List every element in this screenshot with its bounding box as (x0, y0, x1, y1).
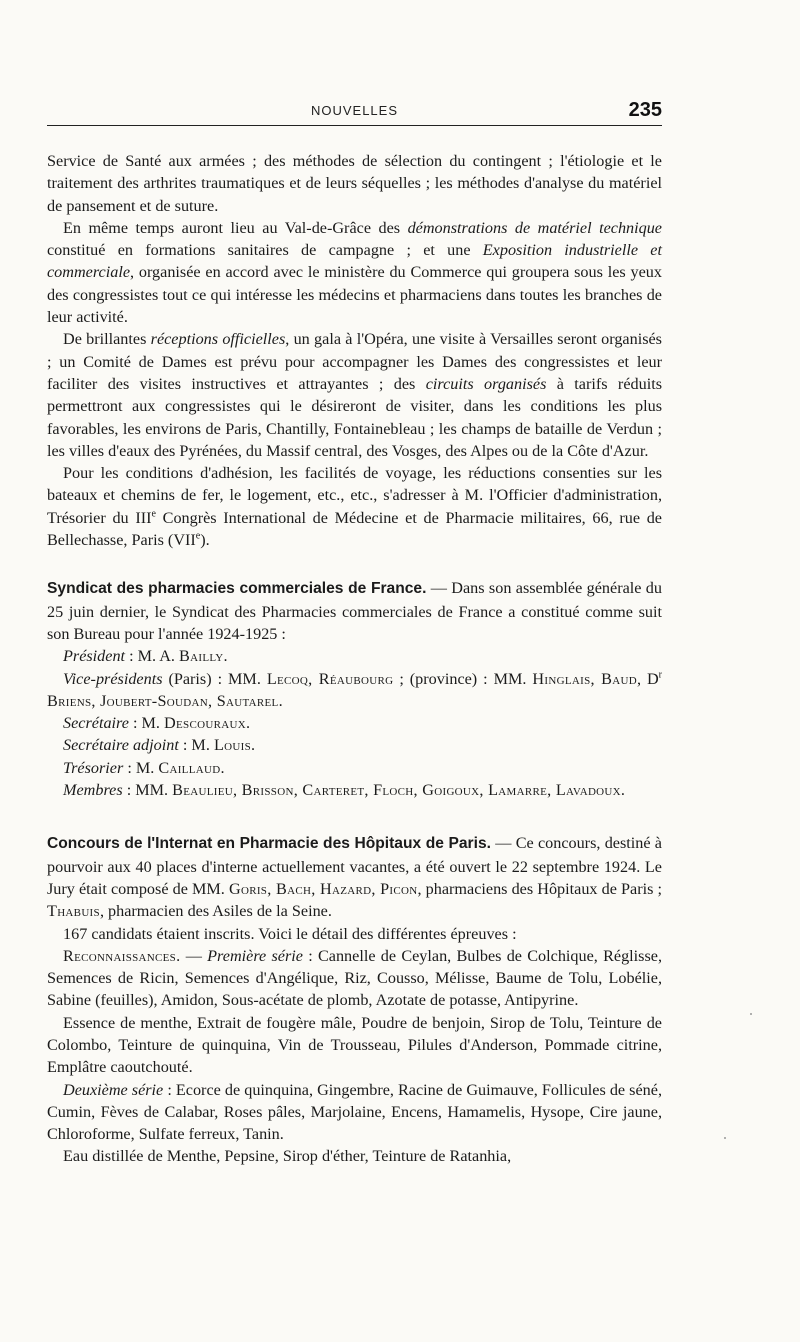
paragraph-text: Congrès International de Médecine et de Pharmacie militaires, 66, rue de Bellechasse, Paris (VII (47, 508, 662, 550)
paragraph (47, 923, 662, 945)
role-label: Secrétaire (63, 714, 129, 733)
paragraph-text: : Ecorce de quinquina, Gingembre, Racine de Guimauve, Follicules de séné, Cumin, Fèves de Calabar, Roses pâles, Marjolaine, Encens, Hamamelis, Hysope, Cire jaune, Chloroforme, Sulfate ferreux, Tanin. (47, 1080, 662, 1144)
role-label: Membres (63, 781, 123, 800)
paragraph (47, 462, 662, 551)
role-vice-presidents (47, 668, 662, 713)
separator: — (180, 946, 208, 965)
section-heading: Syndicat des pharmacies commerciales de France. (47, 580, 427, 598)
paragraph (47, 1145, 662, 1167)
separator: : M. A. (125, 647, 180, 666)
person-name: Thabuis (47, 902, 100, 921)
punctuation: . (251, 736, 256, 755)
paragraph-text: Service de Santé aux armées ; des méthodes de sélection du contingent ; l'étiologie et le traitement des arthrites traumatiques et de leurs séquelles ; les méthodes d'analyse du matériel de pansement et de suture. (47, 152, 662, 215)
punctuation: . (620, 781, 625, 800)
paragraph-text: , organisée en accord avec le ministère du Commerce qui groupera sous les yeux des congressistes tout ce qui intéresse les médecins et pharmaciens dans toutes les branches de leur activité. (47, 263, 662, 327)
punctuation: . (223, 647, 228, 666)
punctuation: . (278, 691, 283, 710)
paragraph (47, 1012, 662, 1079)
section-gap (47, 801, 662, 832)
paragraph (47, 217, 662, 328)
paragraph-text: constitué en formations sanitaires de campagne ; et une (47, 241, 483, 260)
paragraph (47, 328, 662, 462)
person-name: Beaulieu, Brisson, Carteret, Floch, Goigoux, Lamarre, Lavadoux (172, 781, 621, 800)
paragraph-text: ; (province) : MM. (393, 669, 533, 688)
emphasis: démonstrations de matériel technique (407, 218, 662, 237)
paragraph-text: ). (200, 531, 210, 550)
section-heading: Concours de l'Internat en Pharmacie des Hôpitaux de Paris. (47, 835, 491, 853)
running-head: NOUVELLES (310, 103, 399, 118)
paragraph-text: 167 candidats étaient inscrits. Voici le détail des différentes épreuves : (63, 924, 517, 943)
paragraph-text: Eau distillée de Menthe, Pepsine, Sirop d'éther, Teinture de Ratanhia, (63, 1147, 512, 1166)
paragraph-text: En même temps auront lieu au Val-de-Grâce des (63, 218, 408, 237)
separator: : M. (128, 714, 165, 733)
person-name: Bailly (179, 647, 224, 666)
punctuation: . (245, 714, 250, 733)
paragraph-text: : Cannelle de Ceylan, Bulbes de Colchique, Réglisse, Semences de Ricin, Semences d'Angélique, Riz, Cousso, Mélisse, Baume de Tolu, Lobélie, Sabine (feuilles), Amidon, Sous-acétate de plomb, Azotate de potasse, Antipyrine. (47, 946, 663, 1010)
person-name: Hinglais, Baud (532, 669, 637, 688)
paragraph-text: De brillantes (63, 330, 151, 349)
role-label: Président (63, 647, 126, 666)
superscript: e (151, 508, 156, 520)
paragraph-text: (Paris) : MM. (162, 669, 267, 688)
article-body (47, 150, 662, 1168)
role-label: Secrétaire adjoint (63, 736, 179, 755)
role-membres (47, 779, 662, 801)
person-name: Descouraux (164, 714, 246, 733)
paragraph (47, 945, 662, 1012)
person-name: Briens, Joubert-Soudan, Sautarel (47, 691, 279, 710)
emphasis: circuits organisés (425, 374, 547, 393)
emphasis: Exposition industrielle et commerciale (47, 241, 662, 282)
separator: : M. (123, 758, 159, 777)
paragraph (47, 1079, 662, 1146)
role-president (47, 645, 662, 667)
concours-paragraph (47, 832, 662, 922)
role-label: Trésorier (63, 758, 124, 777)
person-name: Louis (213, 736, 251, 755)
role-label: Vice-présidents (63, 669, 163, 688)
role-tresorier (47, 757, 662, 779)
scan-speck (724, 1137, 726, 1139)
paragraph (47, 150, 662, 217)
subsection-label: Reconnaissances. (63, 946, 181, 965)
role-secretaire (47, 712, 662, 734)
superscript: e (195, 530, 201, 542)
person-name: Goris, Bach, Hazard, Picon (228, 879, 418, 898)
separator: : M. (178, 736, 214, 755)
paragraph-text: , D (636, 669, 659, 688)
series-label: Première série (207, 946, 303, 965)
paragraph-text: , un gala à l'Opéra, une visite à Versailles seront organisés ; un Comité de Dames est prévu pour accompagner les Dames des congressistes et leur faciliter des visites instructives et attrayantes ; des (47, 330, 662, 393)
person-name: Lecoq, Réaubourg (266, 669, 394, 688)
superscript: r (658, 669, 662, 681)
paragraph-text: , pharmacien des Asiles de la Seine. (99, 902, 332, 921)
paragraph-text: , pharmaciens des Hôpitaux de Paris ; (417, 879, 662, 898)
paragraph-text: — Ce concours, destiné à pourvoir aux 40 places d'interne actuellement vacantes, a été ouvert le 22 septembre 1924. Le Jury était composé de MM. (47, 834, 662, 898)
separator: : MM. (122, 781, 173, 800)
series-label: Deuxième série (63, 1080, 164, 1099)
page-header (47, 99, 662, 126)
scan-speck (750, 1013, 752, 1015)
punctuation: . (220, 758, 225, 777)
paragraph-text: Pour les conditions d'adhésion, les facilités de voyage, les réductions consenties sur les bateaux et chemins de fer, le logement, etc., etc., s'adresser à M. l'Officier d'administration, Trésorier du III (47, 464, 662, 527)
syndicat-paragraph (47, 577, 662, 645)
role-secretaire-adjoint (47, 734, 662, 756)
person-name: Caillaud (158, 758, 221, 777)
emphasis: réceptions officielles (150, 330, 286, 349)
paragraph-text: Essence de menthe, Extrait de fougère mâle, Poudre de benjoin, Sirop de Tolu, Teinture de Colombo, Teinture de quinquina, Vin de Trousseau, Pilules d'Anderson, Pommade citrine, Emplâtre caoutchouté. (47, 1013, 662, 1077)
page-number: 235 (628, 99, 662, 121)
section-gap (47, 551, 662, 577)
paragraph-text: à tarifs réduits permettront aux congressistes qui le désireront de visiter, dans les conditions les plus favorables, les environs de Paris, Chantilly, Fontainebleau ; les champs de bataille de Verdun ; les villes d'eaux des Pyrénées, du Massif central, des Vosges, des Alpes ou de la Côte d'Azur. (47, 374, 662, 460)
paragraph-text: — Dans son assemblée générale du 25 juin dernier, le Syndicat des Pharmacies commerciales de France a constitué comme suit son Bureau pour l'année 1924-1925 : (47, 579, 662, 643)
